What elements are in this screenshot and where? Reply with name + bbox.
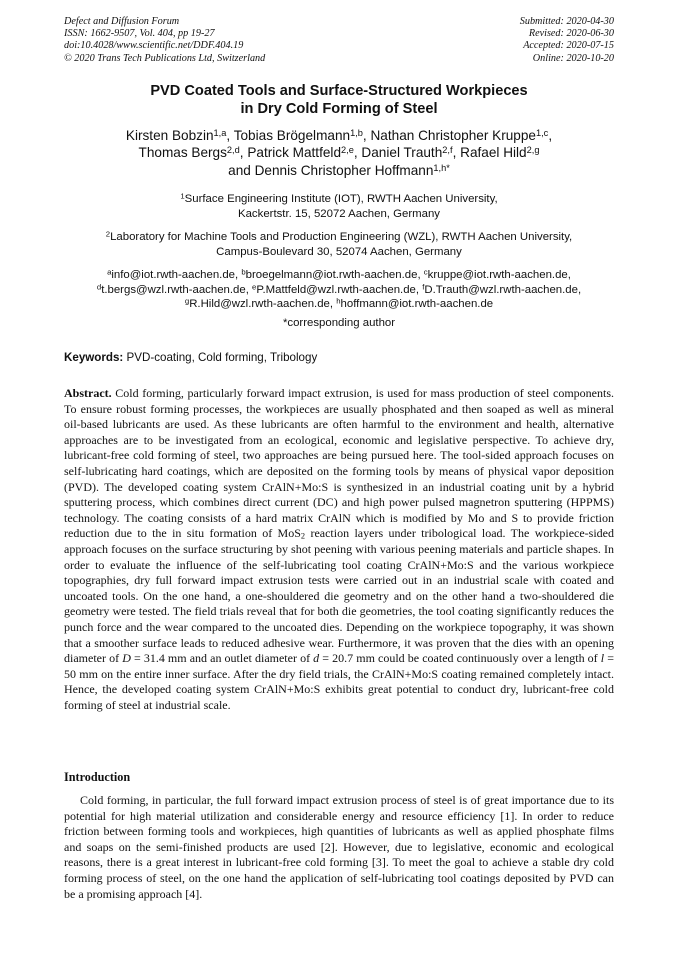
title-line-2: in Dry Cold Forming of Steel (240, 101, 438, 117)
author-name: Kirsten Bobzin (125, 128, 214, 143)
author-name: Rafael Hild (460, 145, 527, 161)
journal-name: Defect and Diffusion Forum (64, 16, 180, 27)
email-address: P.Mattfeld@wzl.rwth-aachen.de, (256, 283, 423, 296)
author-emails (40, 268, 638, 312)
affiliation-line: Campus-Boulevard 30, 52074 Aachen, Germany (216, 246, 462, 259)
author-affiliation-mark: 2,e (341, 145, 354, 156)
email-address: D.Trauth@wzl.rwth-aachen.de, (424, 283, 582, 296)
introduction-paragraph: Cold forming, in particular, the full forward impact extrusion process of steel is of great importance due to its potential for high material utilization and considerable energy and resource efficiency [1]. In order to reduce friction between forming tools and workpieces, high quantities of lubricants as well as applied phosphate films and soaps on the semi-finished products are used [2]. However, due to legislative, economic and ecological reasons, there is a great interest in lubricant-free cold forming [3]. To meet the goal to achieve a stable dry cold forming process of steel, on the one hand the application of self-lubricating tool coatings deposited by PVD can be a promising approach [4]. (64, 793, 614, 901)
author-name: Tobias Brögelmann (233, 128, 351, 143)
abstract (64, 386, 614, 713)
abstract-text: Cold forming, particularly forward impact extrusion, is used for mass production of steel components. To ensure robust forming processes, the workpieces are usually phosphated and then soaped as well as mineral oil-based lubricants are used. As these lubricants are often harmful to the environment and health, alternative approaches are to be investigated from an ecological, economic and legislative perspective. To achieve dry, lubricant-free cold forming of steel, two approaches are being pursued here. The tool-sided approach focuses on self-lubricating hard coatings, which are deposited on the forming tools by means of physical vapor deposition (PVD). The developed coating system CrAlN+Mo:S is synthesized in an industrial coating unit by a hybrid sputtering process, which combines direct current (DC) and high power pulsed magnetron sputtering (HPPMS) technology. The coating consists of a hard matrix CrAlN which is modified by Mo and S to provide friction reduction due to the in situ formation of MoS (64, 386, 614, 541)
author-separator: , (239, 145, 248, 161)
author-affiliation-mark: 1,c (535, 127, 549, 138)
email-address: t.bergs@wzl.rwth-aachen.de, (101, 283, 253, 296)
online-date: Online: 2020-10-20 (532, 52, 614, 64)
author-affiliation-mark: 1,h* (433, 162, 450, 173)
affiliation-line: Surface Engineering Institute (IOT), RWTH Aachen University, (184, 193, 498, 205)
author-affiliation-mark: 1,a (213, 127, 227, 138)
email-address: R.Hild@wzl.rwth-aachen.de, (189, 298, 337, 311)
subscript: 2 (300, 532, 306, 542)
doi-line: doi:10.4028/www.scientific.net/DDF.404.19 (64, 40, 244, 52)
abstract-text: = 31.4 mm and an outlet diameter of (130, 651, 314, 666)
abstract-text: = 50 mm on the entire inner surface. After the dry field trials, the CrAlN+Mo:S coating remained completely intact. Hence, the developed coating system CrAlN+Mo:S exhibits great potential to conduct dry, lubricant-free cold forming of steel at industrial scale. (64, 651, 614, 712)
email-mark: e (252, 282, 257, 292)
affiliation-mark: 2 (105, 229, 111, 239)
paper-title (40, 82, 638, 118)
author-separator: , (548, 128, 553, 143)
author-name: Nathan Christopher Kruppe (370, 128, 536, 143)
author-line-3 (40, 162, 638, 179)
email-mark: f (422, 282, 425, 292)
variable: D (122, 651, 131, 666)
author-line-2 (40, 144, 638, 161)
author-separator: , (452, 145, 461, 161)
keywords-label: Keywords: (64, 351, 124, 364)
affiliation-mark: 1 (180, 191, 185, 201)
section-heading-introduction: Introduction (64, 770, 131, 784)
email-mark: h (336, 296, 341, 306)
author-name: and Dennis Christopher Hoffmann (228, 162, 434, 178)
email-address: info@iot.rwth-aachen.de, (111, 269, 242, 281)
author-affiliation-mark: 2,f (442, 145, 453, 156)
author-name: Patrick Mattfeld (247, 145, 342, 161)
submitted-date: Submitted: 2020-04-30 (519, 16, 614, 27)
author-line-1 (40, 127, 638, 144)
keywords (64, 351, 614, 364)
submission-dates (520, 16, 614, 65)
title-line-1: PVD Coated Tools and Surface-Structured Workpieces (150, 83, 528, 99)
author-name: Thomas Bergs (138, 145, 227, 161)
author-separator: , (362, 128, 371, 143)
affiliation-2 (40, 230, 638, 260)
author-list (40, 127, 638, 179)
author-name: Daniel Trauth (361, 145, 443, 161)
corresponding-author-note: *corresponding author (282, 317, 396, 329)
email-address: broegelmann@iot.rwth-aachen.de, (245, 269, 424, 281)
issn-line: ISSN: 1662-9507, Vol. 404, pp 19-27 (64, 28, 215, 40)
variable: d (313, 651, 320, 666)
author-affiliation-mark: 2,d (226, 145, 240, 156)
email-mark: d (96, 282, 102, 292)
author-separator: , (353, 145, 362, 161)
author-affiliation-mark: 1,b (350, 127, 363, 138)
author-affiliation-mark: 2,g (526, 145, 540, 156)
author-separator: , (226, 128, 234, 143)
abstract-text: = 20.7 mm could be coated continuously over a length of (319, 651, 601, 666)
keywords-text: PVD-coating, Cold forming, Tribology (123, 351, 318, 364)
journal-info (64, 16, 265, 65)
abstract-label: Abstract. (64, 386, 112, 400)
affiliation-line: Kackertstr. 15, 52072 Aachen, Germany (238, 208, 440, 221)
email-address: hoffmann@iot.rwth-aachen.de (340, 298, 494, 311)
affiliation-line: Laboratory for Machine Tools and Production Engineering (WZL), RWTH Aachen University, (110, 231, 573, 243)
affiliation-1 (40, 192, 638, 222)
email-mark: b (241, 267, 246, 277)
variable: l (600, 651, 605, 666)
email-mark: a (107, 267, 112, 277)
email-mark: c (423, 267, 428, 277)
abstract-text: reaction layers under tribological load. The workpiece-sided approach focuses on the surface structuring by shot peening with various peening materials and particle shapes. In order to evaluate the influence of the self-lubricating tool coating CrAlN+Mo:S and the various workpiece topographies, dry full forward impact extrusion tests were carried out in an industrial scale with coated and uncoated tools. On the one hand, a one-shouldered die geometry and on the other hand a two-shouldered die geometry were tested. The field trials reveal that for both die geometries, the tool coating significantly reduces the punch force and the wear compared to the uncoated dies. Depending on the workpiece topography, it was shown that a smoother surface leads to reduced adhesive wear. Furthermore, it was proven that the dies with an opening diameter of (64, 526, 614, 666)
copyright-line: © 2020 Trans Tech Publications Ltd, Switzerland (64, 52, 266, 64)
revised-date: Revised: 2020-06-30 (528, 28, 614, 40)
accepted-date: Accepted: 2020-07-15 (523, 40, 614, 52)
email-mark: g (184, 296, 190, 306)
email-address: kruppe@iot.rwth-aachen.de, (427, 269, 571, 281)
